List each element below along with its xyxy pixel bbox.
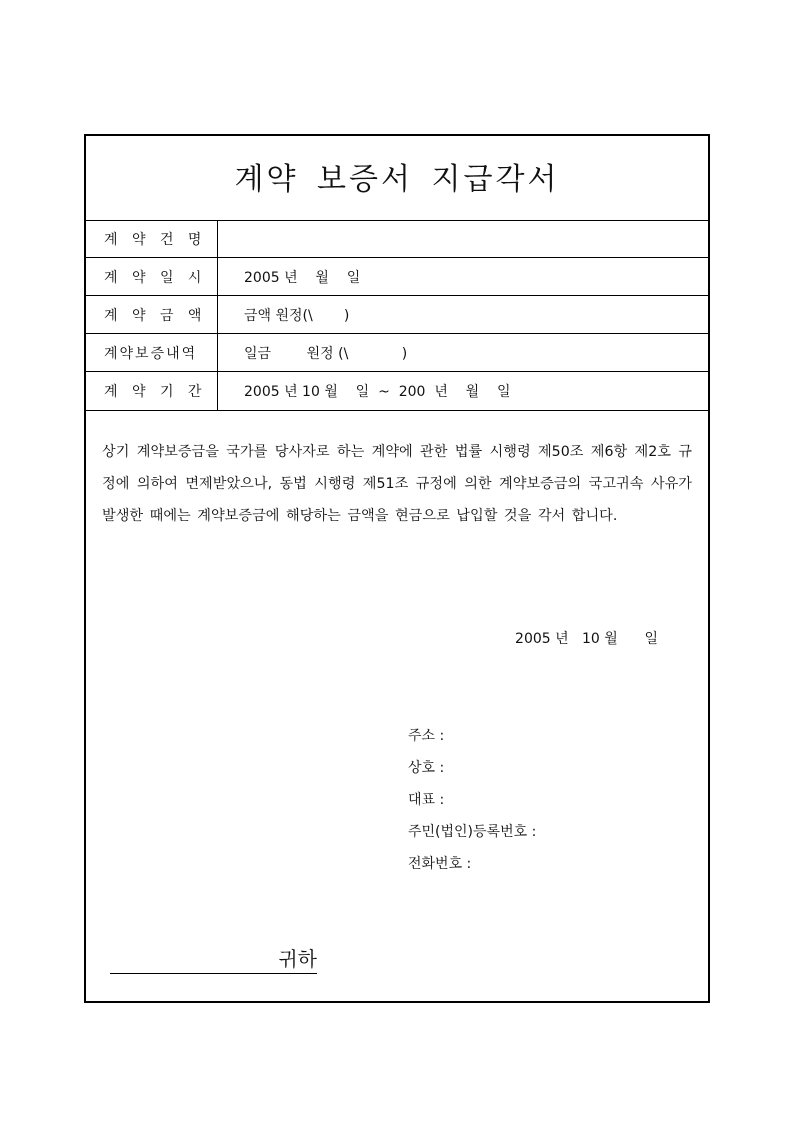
- signing-date: 2005 년 10 월 일: [515, 631, 658, 647]
- contract-info-table: [86, 220, 708, 411]
- company-line: 상호 :: [408, 760, 445, 776]
- label-contract-date: 계 약 일 시: [86, 258, 218, 295]
- row-contract-name: [86, 220, 708, 258]
- label-contract-name: 계 약 건 명: [86, 220, 218, 257]
- label-contract-amount: 계 약 금 액: [86, 296, 218, 333]
- value-contract-amount: 금액 원정(\ ): [244, 307, 350, 324]
- pledge-body-text: 상기 계약보증금을 국가를 당사자로 하는 계약에 관한 법률 시행령 제50조 제6항 제2호 규정에 의하여 면제받았으나, 동법 시행령 제51조 규정에 의한 계약보증금의 국고귀속 사유가 발생한 때에는 계약보증금에 해당하는 금액을 현금으로 납입할 것을 각서 합니다.: [102, 444, 692, 524]
- row-contract-period: [86, 372, 708, 411]
- phone-line: 전화번호 :: [408, 856, 472, 872]
- document-frame: [84, 134, 710, 1003]
- title-box: [86, 136, 708, 221]
- address-line: 주소 :: [408, 728, 445, 744]
- representative-line: 대표 :: [408, 792, 445, 808]
- label-contract-period: 계 약 기 간: [86, 372, 218, 410]
- registration-number-line: 주민(법인)등록번호 :: [408, 824, 537, 840]
- document-title: 계약 보증서 지급각서: [234, 162, 560, 197]
- value-contract-date: 2005 년 월 일: [244, 269, 361, 286]
- row-contract-amount: [86, 296, 708, 334]
- row-contract-date: [86, 258, 708, 296]
- value-guarantee-details: 일금 원정 (\ ): [244, 345, 408, 362]
- value-contract-period: 2005 년 10 월 일 ~ 200 년 월 일: [244, 384, 511, 400]
- signer-contact-block: [408, 720, 536, 880]
- row-guarantee-details: [86, 334, 708, 372]
- addressee-line: 귀하: [110, 946, 317, 974]
- value-contract-name: [218, 220, 708, 257]
- label-guarantee-details: 계약보증내역: [86, 334, 218, 371]
